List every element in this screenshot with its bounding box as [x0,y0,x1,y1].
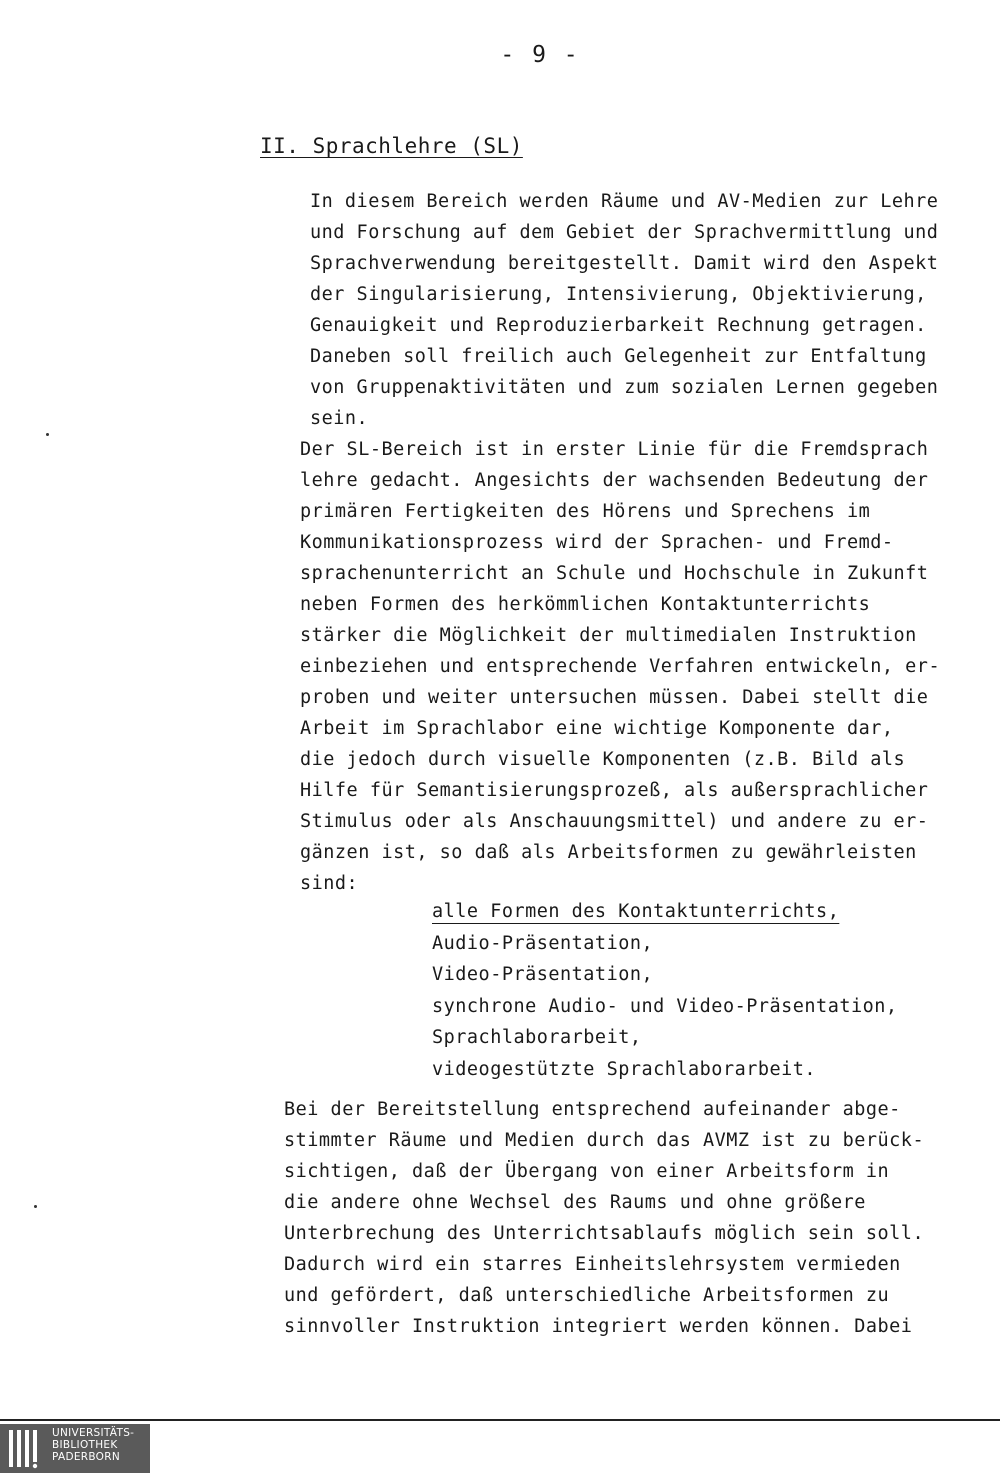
text-line: von Gruppenaktivitäten und zum sozialen Lernen gegeben [310,377,939,398]
margin-mark [46,433,49,436]
paragraph-3 [284,1094,924,1342]
library-name-line: UNIVERSITÄTS- [52,1427,135,1439]
text-line: Hilfe für Semantisierungsprozeß, als außersprachlicher [300,780,929,801]
text-line: sind: [300,873,359,894]
list-item: synchrone Audio- und Video-Präsentation, [432,995,898,1017]
paragraph-1 [310,186,938,434]
list-item: videogestützte Sprachlaborarbeit. [432,1058,817,1080]
text-line: proben und weiter untersuchen müssen. Dabei stellt die [300,687,929,708]
library-logo [0,1424,150,1473]
text-line: stimmter Räume und Medien durch das AVMZ ist zu berück- [284,1130,925,1151]
text-line: sichtigen, daß der Übergang von einer Arbeitsform in [284,1161,890,1182]
text-line: Stimulus oder als Anschauungsmittel) und andere zu er- [300,811,929,832]
text-line: Der SL-Bereich ist in erster Linie für die Fremdsprach [300,439,929,460]
footer-rule [0,1419,1000,1421]
text-line: die andere ohne Wechsel des Raums und ohne größere [284,1192,866,1213]
text-line: Unterbrechung des Unterrichtsablaufs möglich sein soll. [284,1223,925,1244]
list-item: Audio-Präsentation, [432,932,654,954]
text-line: Bei der Bereitstellung entsprechend aufeinander abge- [284,1099,901,1120]
library-name-line: BIBLIOTHEK [52,1439,118,1451]
text-line: und gefördert, daß unterschiedliche Arbeitsformen zu [284,1285,890,1306]
text-line: Kommunikationsprozess wird der Sprachen- und Fremd- [300,532,894,553]
list-item: Video-Präsentation, [432,964,654,985]
text-line: Dadurch wird ein starres Einheitslehrsystem vermieden [284,1254,901,1275]
text-line: primären Fertigkeiten des Hörens und Sprechens im [300,501,871,522]
text-line: sprachenunterricht an Schule und Hochschule in Zukunft [300,563,929,584]
text-line: neben Formen des herkömmlichen Kontaktunterrichts [300,594,871,615]
list-item: alle Formen des Kontaktunterrichts, [432,901,840,922]
text-line: lehre gedacht. Angesichts der wachsenden Bedeutung der [300,470,929,491]
text-line: In diesem Bereich werden Räume und AV-Medien zur Lehre [310,191,939,212]
text-line: Daneben soll freilich auch Gelegenheit zur Entfaltung [310,346,927,367]
text-line: die jedoch durch visuelle Komponenten (z.B. Bild als [300,749,906,770]
text-line: Sprachverwendung bereitgestellt. Damit wird den Aspekt [310,253,939,274]
list-item: Sprachlaborarbeit, [432,1027,642,1048]
text-line: Genauigkeit und Reproduzierbarkeit Rechnung getragen. [310,315,927,336]
margin-mark [34,1205,37,1208]
text-line: sinnvoller Instruktion integriert werden können. Dabei [284,1316,913,1337]
library-name-line: PADERBORN [52,1451,120,1463]
paragraph-2 [300,434,940,899]
text-line: sein. [310,408,369,429]
library-bars-icon [8,1428,44,1469]
section-heading: II. Sprachlehre (SL) [260,134,523,158]
work-forms-list [432,896,898,1085]
text-line: und Forschung auf dem Gebiet der Sprachvermittlung und [310,222,939,243]
text-line: einbeziehen und entsprechende Verfahren entwickeln, er- [300,656,941,677]
page-number: - 9 - [500,42,580,68]
library-name [52,1427,134,1463]
text-line: stärker die Möglichkeit der multimedialen Instruktion [300,625,917,646]
text-line: der Singularisierung, Intensivierung, Objektivierung, [310,284,927,305]
text-line: gänzen ist, so daß als Arbeitsformen zu gewährleisten [300,842,917,863]
text-line: Arbeit im Sprachlabor eine wichtige Komponente dar, [300,718,894,739]
